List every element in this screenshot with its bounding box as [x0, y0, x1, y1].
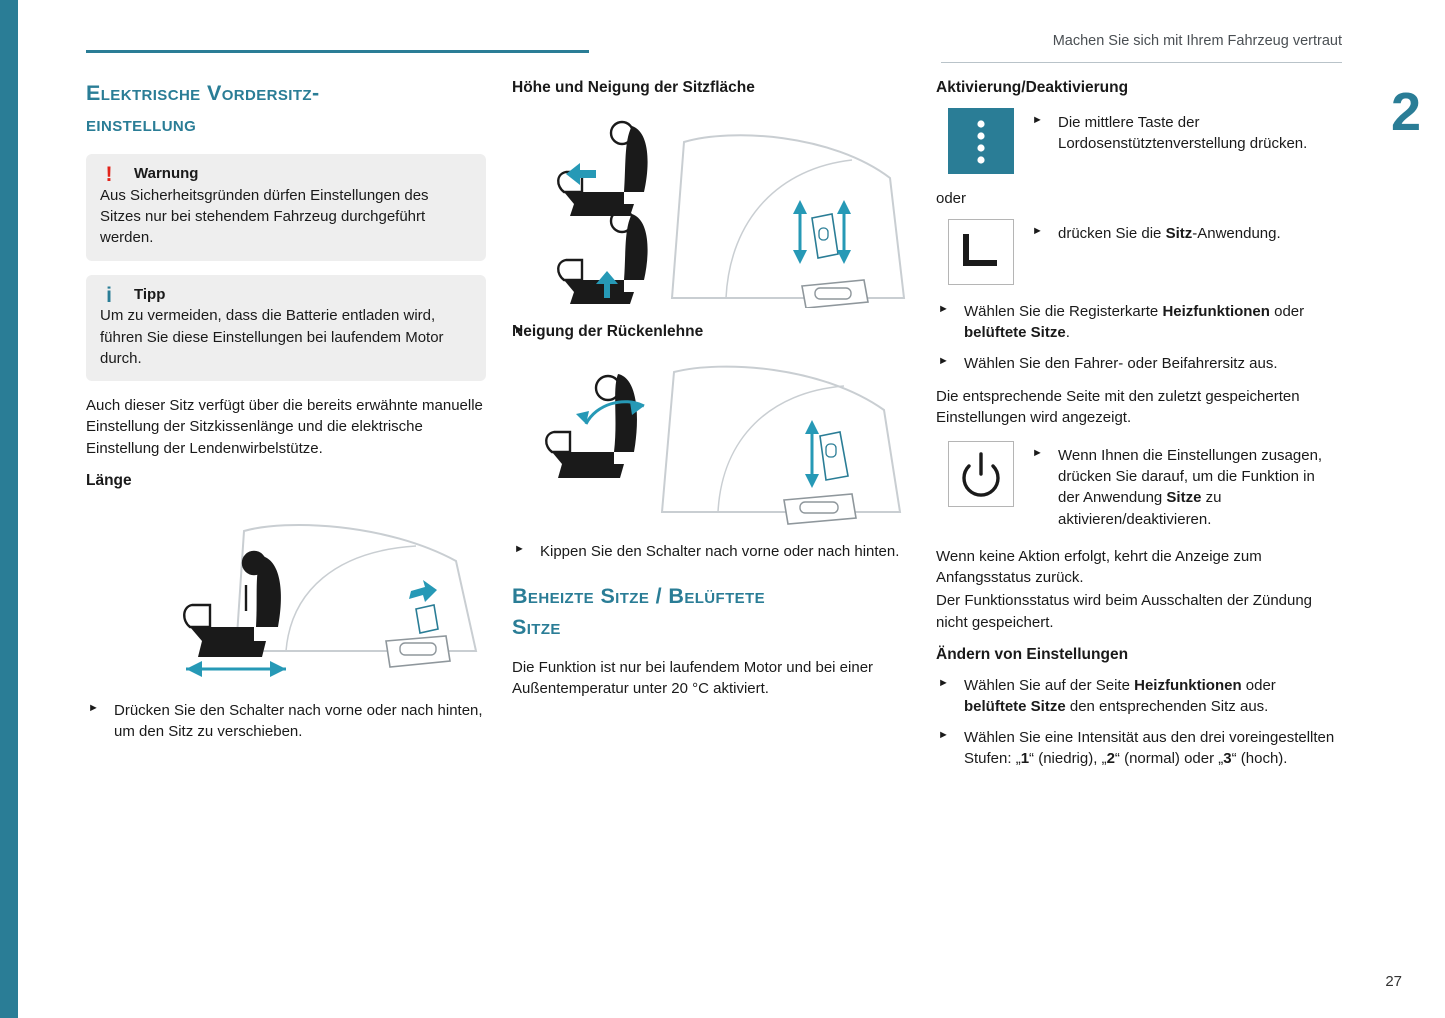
seat-app-text-bold: Sitz: [1165, 225, 1193, 243]
power-text-bold: Sitze: [1166, 489, 1202, 507]
aendern-2-pre: Wählen Sie eine Intensität aus den drei voreingestellten Stufen: „: [964, 728, 1335, 768]
heated-seats-title-line2: Sitze: [512, 614, 561, 639]
list-item: ► Kippen Sie den Schalter nach vorne oder nach hinten.: [512, 541, 912, 562]
list-aktivierung: [936, 301, 1336, 374]
running-header-title: Machen Sie sich mit Ihrem Fahrzeug vertraut: [1052, 33, 1342, 49]
page-number: 27: [1385, 973, 1402, 990]
seat-app-text-pre: drücken Sie die: [1058, 225, 1166, 243]
bullet-0-post: .: [1065, 324, 1070, 342]
bullet-0-bold1: Heizfunktionen: [1162, 303, 1270, 321]
seat-app-text: [1032, 219, 1281, 244]
bullet-0-mid: oder: [1269, 303, 1305, 321]
row-lumbar-button: [936, 108, 1336, 174]
tip-heading: Tipp: [134, 285, 166, 303]
seat-length-diagram: [86, 501, 486, 686]
list-item: ► Drücken Sie den Schalter nach vorne oder nach hinten, um den Sitz zu verschieben.: [86, 700, 486, 743]
bullet-0-bold2: belüftete Sitze: [964, 324, 1066, 342]
seat-height-diagram: [512, 108, 912, 308]
heading-aendern: Ändern von Einstellungen: [936, 646, 1129, 663]
figure-backrest-tilt: [512, 352, 912, 527]
intro-paragraph: Auch dieser Sitz verfügt über die bereits erwähnte manuelle Einstellung der Sitzkissenlänge und die elektrische Einstellung der Lendenwirbelstütze.: [86, 397, 483, 457]
oder-separator: oder: [936, 190, 967, 208]
heading-aktivierung: Aktivierung/Deaktivierung: [936, 79, 1129, 96]
info-icon: i: [106, 283, 112, 307]
power-button-text: [1032, 441, 1336, 530]
aendern-2-b2: 2: [1106, 750, 1115, 768]
section-title-heated-seats: [512, 581, 912, 643]
aendern-1-bold1: Heizfunktionen: [1134, 677, 1242, 695]
section-title-line2: einstellung: [86, 112, 197, 137]
aendern-1-pre: Wählen Sie auf der Seite: [964, 677, 1135, 695]
section-title: [86, 78, 486, 140]
row-power-button: [936, 441, 1336, 530]
aktivierung-paragraph: Die entsprechende Seite mit den zuletzt gespeicherten Einstellungen wird angezeigt.: [936, 388, 1300, 427]
heading-laenge: Länge: [86, 472, 132, 490]
lumbar-support-button-icon: [948, 108, 1014, 174]
lumbar-dots-glyph: [948, 108, 1014, 174]
aendern-1-bold2: belüftete Sitze: [964, 698, 1066, 716]
warning-callout: [86, 154, 486, 260]
paragraph-no-action: Wenn keine Aktion erfolgt, kehrt die Anzeige zum Anfangsstatus zurück.: [936, 547, 1262, 587]
warning-heading: Warnung: [134, 165, 199, 183]
column-right: [936, 78, 1336, 781]
heading-hoehe-neigung: Höhe und Neigung der Sitzfläche: [512, 79, 755, 96]
warning-text: Aus Sicherheitsgründen dürfen Einstellungen des Sitzes nur bei stehendem Fahrzeug durchgeführt werden.: [100, 186, 429, 247]
aendern-2-b1: 1: [1020, 750, 1030, 768]
list-item: [936, 301, 1336, 344]
list-item: [936, 675, 1336, 718]
column-middle: [512, 78, 912, 712]
figure-seat-length-adjustment: [86, 501, 486, 686]
column-left: [86, 78, 486, 755]
list-backrest-tilt: [512, 541, 912, 562]
tip-text: Um zu vermeiden, dass die Batterie entladen wird, führen Sie diese Einstellungen bei laufendem Motor durch.: [100, 307, 444, 367]
power-icon: [948, 441, 1014, 507]
header-divider: [941, 62, 1342, 63]
row-seat-app: [936, 219, 1336, 285]
list-seat-length: [86, 700, 486, 743]
paragraph-status-not-saved: Der Funktionsstatus wird beim Ausschalten der Zündung nicht gespeichert.: [936, 592, 1313, 631]
seat-glyph: [949, 220, 1013, 284]
backrest-tilt-diagram: [512, 352, 912, 527]
chapter-edge-bar: [0, 0, 18, 1018]
aendern-2-m2: “ (normal) oder „: [1114, 750, 1224, 768]
aendern-2-post: “ (hoch).: [1231, 750, 1288, 768]
power-text-post: zu aktivieren/deaktivieren.: [1058, 489, 1222, 528]
seat-app-text-post: -Anwendung.: [1192, 225, 1281, 243]
bullet-0-pre: Wählen Sie die Registerkarte: [964, 303, 1163, 321]
heated-seats-paragraph: Die Funktion ist nur bei laufendem Motor und bei einer Außentemperatur unter 20 °C aktiviert.: [512, 658, 874, 698]
power-text-pre: Wenn Ihnen die Einstellungen zusagen, drücken Sie darauf, um die Funktion in der Anwendung: [1058, 446, 1323, 507]
list-item: [936, 727, 1336, 770]
aendern-2-b3: 3: [1223, 750, 1232, 768]
lumbar-button-text: ► Die mittlere Taste der Lordosenstütztenverstellung drücken.: [1032, 108, 1336, 155]
tip-callout: [86, 275, 486, 381]
list-aendern: [936, 675, 1336, 769]
seat-icon: [948, 219, 1014, 285]
aendern-2-m1: “ (niedrig), „: [1029, 750, 1107, 768]
bullet-1-text: Wählen Sie den Fahrer- oder Beifahrersitz aus.: [964, 354, 1278, 372]
heated-seats-title-line1: Beheizte Sitze / Belüftete: [512, 583, 766, 608]
aendern-1-post: den entsprechenden Sitz aus.: [1065, 698, 1269, 716]
power-glyph: [949, 442, 1013, 506]
aendern-1-mid: oder: [1241, 677, 1276, 695]
list-item: [936, 353, 1336, 374]
chapter-number: 2: [1390, 82, 1421, 142]
heading-neigung-rueckenlehne: Neigung der Rückenlehne: [512, 323, 704, 341]
exclamation-icon: !: [105, 163, 113, 187]
figure-seat-height-tilt: [512, 108, 912, 308]
section-title-line1: Elektrische Vordersitz-: [86, 81, 320, 105]
section-title-rule: [86, 50, 589, 53]
